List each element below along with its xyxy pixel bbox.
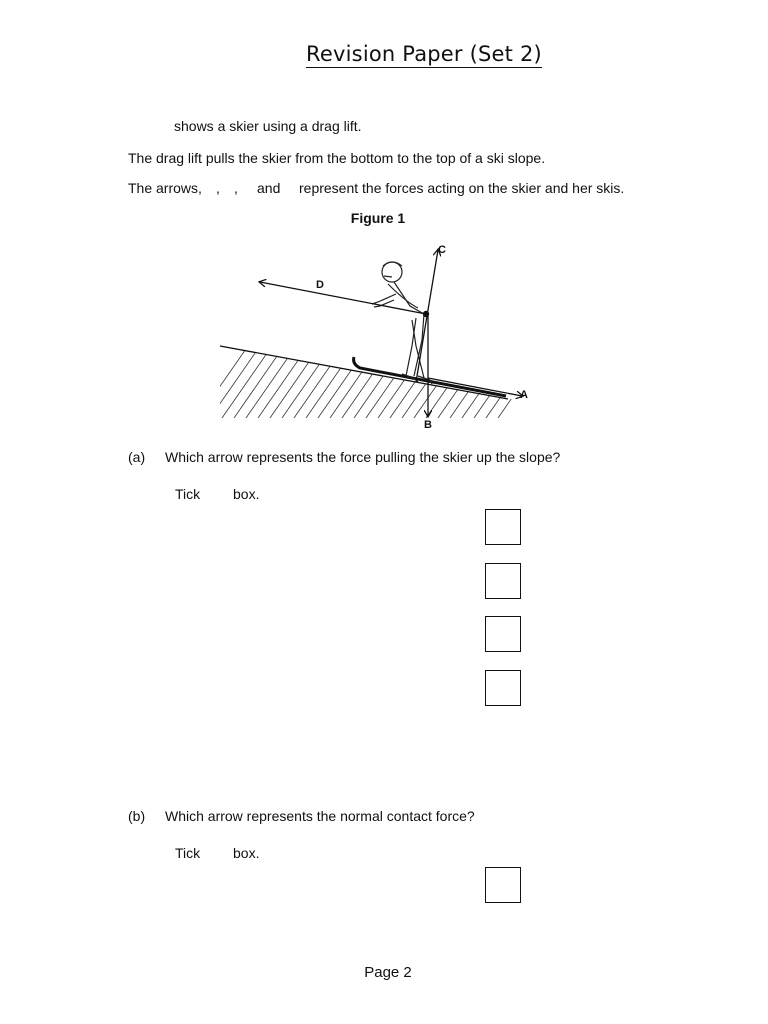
intro-line-3-end: represent the forces acting on the skier and her skis.	[299, 180, 625, 196]
arrow-c	[416, 250, 438, 382]
question-a-tick-box-2[interactable]	[485, 563, 521, 599]
label-b: B	[424, 419, 432, 431]
question-a-number: (a)	[128, 449, 146, 465]
ski	[354, 357, 506, 396]
skier-figure	[372, 262, 432, 384]
intro-line-3-comma-2: ,	[234, 180, 238, 196]
page-title	[0, 42, 768, 66]
question-a-tick-word: Tick	[175, 486, 201, 502]
intro-line-3-and: and	[257, 180, 281, 196]
question-a-text: Which arrow represents the force pulling the skier up the slope?	[165, 449, 561, 465]
question-b-tick-word: Tick	[175, 845, 201, 861]
intro-line-1: shows a skier using a drag lift.	[174, 118, 362, 134]
figure-1	[188, 206, 592, 434]
intro-line-2: The drag lift pulls the skier from the bottom to the top of a ski slope.	[128, 150, 546, 166]
question-b-text: Which arrow represents the normal contact force?	[165, 808, 475, 824]
intro-line-3-start: The arrows,	[128, 180, 202, 196]
intro-line-3-comma-1: ,	[216, 180, 220, 196]
arrow-d	[260, 282, 426, 314]
label-d: D	[316, 279, 324, 291]
question-a-tick-box-4[interactable]	[485, 670, 521, 706]
question-b-tick-box-1[interactable]	[485, 867, 521, 903]
slope-surface	[220, 346, 508, 399]
label-c: C	[438, 244, 446, 256]
question-a-tick-box-1[interactable]	[485, 509, 521, 545]
question-a-box-word: box.	[233, 486, 260, 502]
label-a: A	[520, 389, 528, 401]
question-b-box-word: box.	[233, 845, 260, 861]
page-title-text: Revision Paper (Set 2)	[306, 42, 542, 66]
page-number: Page 2	[364, 964, 412, 981]
figure-title: Figure 1	[350, 210, 406, 226]
question-b-number: (b)	[128, 808, 146, 824]
skier-diagram	[188, 206, 592, 434]
question-a-tick-box-3[interactable]	[485, 616, 521, 652]
slope-hatching	[198, 346, 548, 418]
